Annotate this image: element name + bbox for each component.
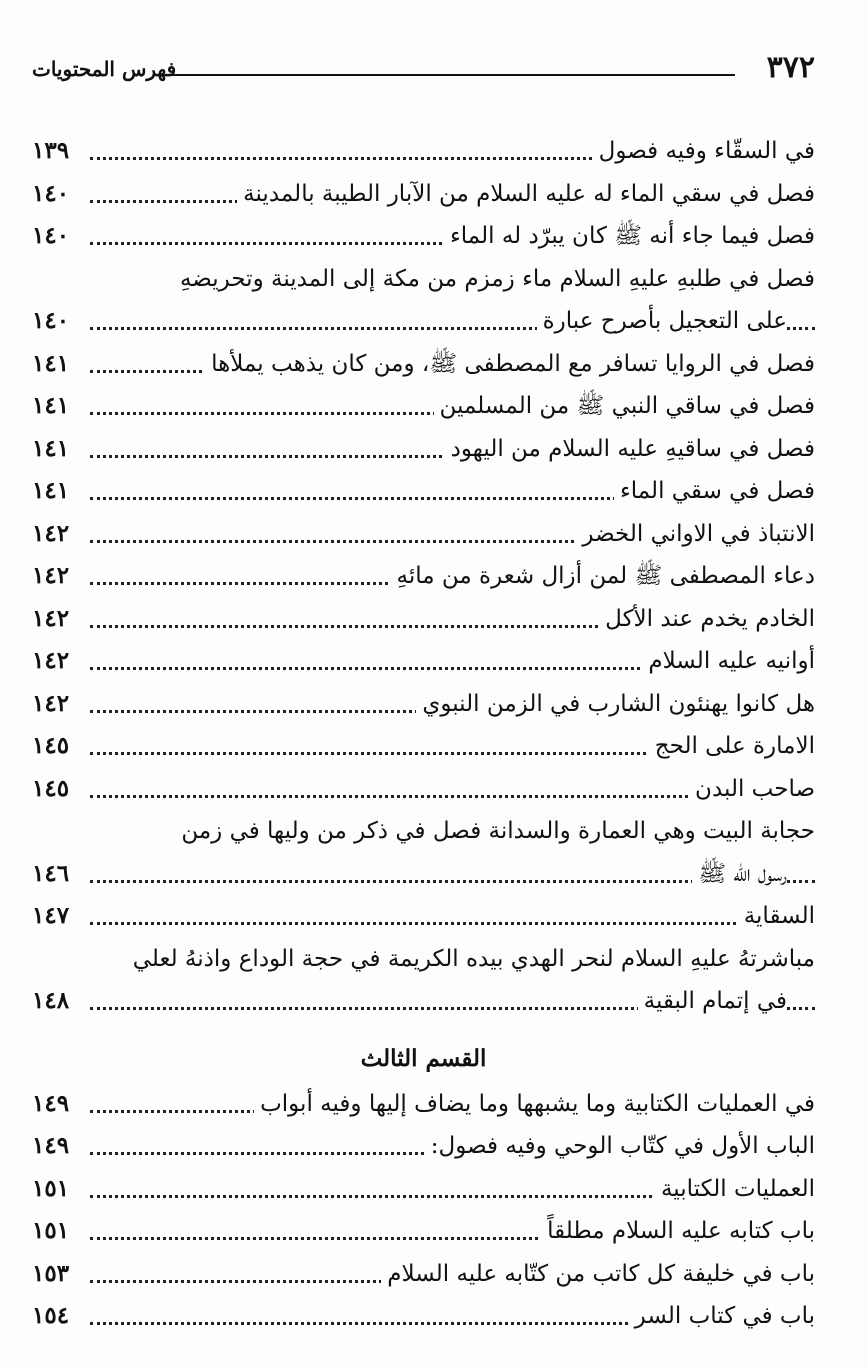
toc-entry — [32, 1295, 815, 1338]
toc-entry — [32, 215, 815, 258]
toc-entry — [32, 555, 815, 598]
toc-page-number: ١٥٤ — [32, 1302, 70, 1329]
toc-entry-text: العمليات الكتابية — [655, 1168, 815, 1210]
toc-page-number: ١٤١ — [32, 477, 70, 504]
toc-entry-text: مباشرتهُ عليهِ السلام لنحر الهدي بيده الكريمة في حجة الوداع واذنهُ لعلي — [127, 938, 815, 980]
toc-entry-text: دعاء المصطفى ﷺ لمن أزال شعرة من مائهِ — [391, 555, 815, 597]
toc-entry-text: باب في كتاب السر — [629, 1295, 815, 1337]
toc-entry — [32, 343, 815, 386]
toc-entry-text: أوانيه عليه السلام — [642, 640, 815, 682]
toc-entry — [32, 1083, 815, 1126]
dot-leader — [90, 922, 815, 925]
toc-entry — [32, 470, 815, 513]
toc-page-number: ١٤٩ — [32, 1089, 70, 1117]
toc-entry — [32, 1253, 815, 1296]
toc-page-number: ١٤٥ — [32, 774, 70, 802]
toc-entry-text: السقاية — [738, 895, 815, 937]
toc-page-number: ١٤٥ — [32, 732, 70, 759]
toc-entry-text: الخادم يخدم عند الأكل — [599, 598, 815, 640]
toc-page-number: ١٤٢ — [32, 604, 70, 632]
toc-entry — [32, 725, 815, 768]
toc-entry-text: الباب الأول في كتّاب الوحي وفيه فصول: — [425, 1125, 815, 1167]
toc-page-number: ١٤٠ — [32, 307, 70, 334]
toc-entry — [32, 598, 815, 641]
toc-entry-text: رسول الله ﷺ — [692, 853, 787, 895]
toc-entry — [32, 810, 815, 853]
toc-entry — [32, 640, 815, 683]
toc-entry — [32, 1125, 815, 1168]
toc-page-number: ١٤١ — [32, 434, 70, 462]
toc-entry-text: هل كانوا يهنئون الشارب في الزمن النبوي — [416, 683, 815, 725]
toc-page-number: ١٤٨ — [32, 987, 70, 1014]
toc-page-number: ١٤٢ — [32, 689, 70, 717]
table-of-contents — [32, 130, 815, 1338]
page-header — [32, 48, 815, 88]
toc-entry-text: باب كتابه عليه السلام مطلقاً — [541, 1210, 815, 1252]
toc-entry — [32, 683, 815, 726]
toc-page-number: ١٤٧ — [32, 902, 70, 929]
toc-entry — [32, 980, 815, 1023]
header-rule — [172, 74, 735, 76]
toc-page-number: ١٥٣ — [32, 1259, 70, 1287]
toc-page-number: ١٤٠ — [32, 179, 70, 207]
toc-entry-text: فصل في ساقيهِ عليه السلام من اليهود — [445, 428, 815, 470]
toc-entry-text: فصل في سقي الماء له عليه السلام من الآبار الطيبة بالمدينة — [237, 173, 815, 215]
toc-part-2 — [32, 1083, 815, 1338]
toc-entry — [32, 173, 815, 216]
toc-entry-text: على التعجيل بأصرح عبارة — [537, 300, 787, 342]
toc-entry-text: باب في خليفة كل كاتب من كتّابه عليه السلام — [381, 1253, 815, 1295]
page-number: ٣٧٢ — [766, 50, 815, 85]
toc-entry-text: حجابة البيت وهي العمارة والسدانة فصل في ذكر من وليها في زمن — [175, 810, 815, 852]
toc-entry — [32, 130, 815, 173]
toc-entry — [32, 513, 815, 556]
toc-page-number: ١٤٢ — [32, 562, 70, 589]
toc-entry-text: فصل في الروايا تسافر مع المصطفى ﷺ، ومن كان يذهب يملأها — [205, 343, 815, 385]
toc-entry-text: في السقّاء وفيه فصول — [593, 130, 815, 172]
toc-entry-text: فصل فيما جاء أنه ﷺ كان يبرّد له الماء — [444, 215, 815, 257]
running-title: فهرس المحتويات — [32, 57, 177, 81]
toc-page-number: ١٤٢ — [32, 647, 70, 674]
toc-entry-text: في إتمام البقية — [638, 980, 787, 1022]
toc-page-number: ١٤١ — [32, 349, 70, 377]
toc-entry — [32, 895, 815, 938]
toc-page-number: ١٣٩ — [32, 137, 70, 164]
toc-entry — [32, 853, 815, 896]
toc-entry-text: فصل في ساقي النبي ﷺ من المسلمين — [434, 385, 815, 427]
toc-part-1 — [32, 130, 815, 1023]
toc-entry — [32, 385, 815, 428]
toc-entry-text: فصل في طلبهِ عليهِ السلام ماء زمزم من مكة إلى المدينة وتحريضهِ — [174, 258, 815, 300]
toc-entry-text: الامارة على الحج — [649, 725, 815, 767]
toc-page-number: ١٤١ — [32, 392, 70, 419]
toc-entry — [32, 428, 815, 471]
toc-page-number: ١٤٦ — [32, 859, 70, 887]
toc-page-number: ١٤٠ — [32, 222, 70, 249]
toc-page-number: ١٥١ — [32, 1174, 70, 1202]
toc-entry — [32, 768, 815, 811]
toc-entry — [32, 1168, 815, 1211]
toc-entry-text: الانتباذ في الاواني الخضر — [576, 513, 815, 555]
section-title: القسم الثالث — [360, 1044, 487, 1072]
toc-entry-text: فصل في سقي الماء — [614, 470, 815, 512]
toc-page-number: ١٤٢ — [32, 519, 70, 547]
toc-entry — [32, 938, 815, 981]
toc-entry-text: في العمليات الكتابية وما يشبهها وما يضاف إليها وفيه أبواب — [254, 1083, 815, 1125]
toc-entry — [32, 258, 815, 301]
toc-entry — [32, 300, 815, 343]
toc-page-number: ١٤٩ — [32, 1132, 70, 1159]
toc-page-number: ١٥١ — [32, 1217, 70, 1244]
toc-entry — [32, 1210, 815, 1253]
toc-entry-text: صاحب البدن — [689, 768, 815, 810]
